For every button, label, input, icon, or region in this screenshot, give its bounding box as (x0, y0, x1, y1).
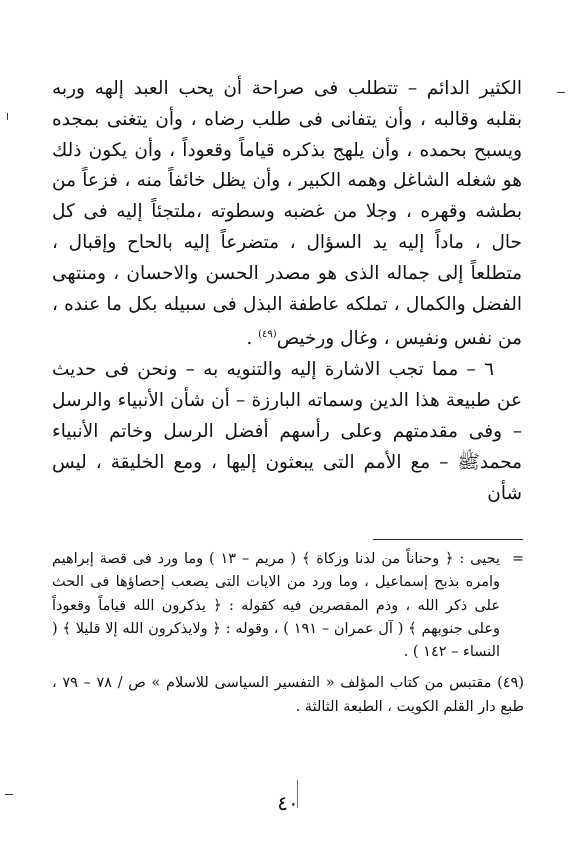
scan-mark-top-right (557, 92, 565, 93)
paragraph-1-end: . (246, 328, 259, 350)
footnote-continuation (52, 548, 524, 664)
footnote-49: (٤٩) مقتبس من كتاب المؤلف « التفسير السياسى للاسلام » ص / ٧٨ – ٧٩ ، طبع دار القلم الكويت ، الطبعة الثالثة . (52, 675, 525, 715)
footnote-continuation-text: يحيى : ﴿ وحناناً من لدنا وزكاة ﴾ ( مريم – ١٣ ) وما ورد فى قصة إبراهيم وامره بذبح إسماعيل ، وما ورد من الايات التى يصعب إحصاؤها فى الحث على ذكر الله ، وذم المقصرين فيه كقوله : ﴿ يذكرون الله قياماً وقعوداً وعلى جنوبهم ﴾ ( آل عمران – ١٩١ ) ، وقوله : ﴿ ولايذكرون الله إلا قليلا ﴾ ( النساء – ١٤٢ ) . (52, 551, 500, 661)
scan-mark-top-left (7, 113, 8, 120)
footnote-reference: (٤٩) (258, 329, 277, 341)
paragraph-1 (52, 74, 522, 355)
continuation-marker: = (511, 551, 524, 567)
paragraph-1-text: الكثير الدائم – تتطلب فى صراحة أن يحب العبد إلهه وربه بقلبه وقالبه ، وأن يتفانى فى طلب رضاه ، وأن يتغنى بمجده ويسبح بحمده ، وأن يلهج بذكره قياماً وقعوداً ، وأن يكون ذلك هو شغله الشاغل وهمه الكبير ، وأن يظل خائفاً منه ، فزعاً من بطشه وقهره ، وجلا من غضبه وسطوته ،ملتجئاً إليه فى كل حال ، ماداً إليه يد السؤال ، متضرعاً إليه بالحاح وإقبال ، متطلعاً إلى جماله الذى هو مصدر الحسن والاحسان ، ومنتهى الفضل والكمال ، تملكه عاطفة البذل فى سبيله بكل ما عنده ، من نفس ونفيس ، وغال ورخيص (52, 78, 522, 350)
footnotes (52, 548, 524, 719)
main-text (52, 74, 522, 509)
scan-mark-bottom-left (5, 794, 13, 795)
page-number: ٤٠ (277, 791, 299, 815)
paragraph-2: ٦ – مما تجب الاشارة إليه والتنويه به – ونحن فى حديث عن طبيعة هذا الدين وسماته البارزة – أن شأن الأنبياء والرسل – وفى مقدمتهم وعلى رأسهم أفضل الرسل وخاتم الأنبياء محمدﷺ – مع الأمم التى يبعثون إليها ، ومع الخليقة ، ليس شأن (52, 359, 522, 504)
footnote-separator (373, 539, 523, 540)
